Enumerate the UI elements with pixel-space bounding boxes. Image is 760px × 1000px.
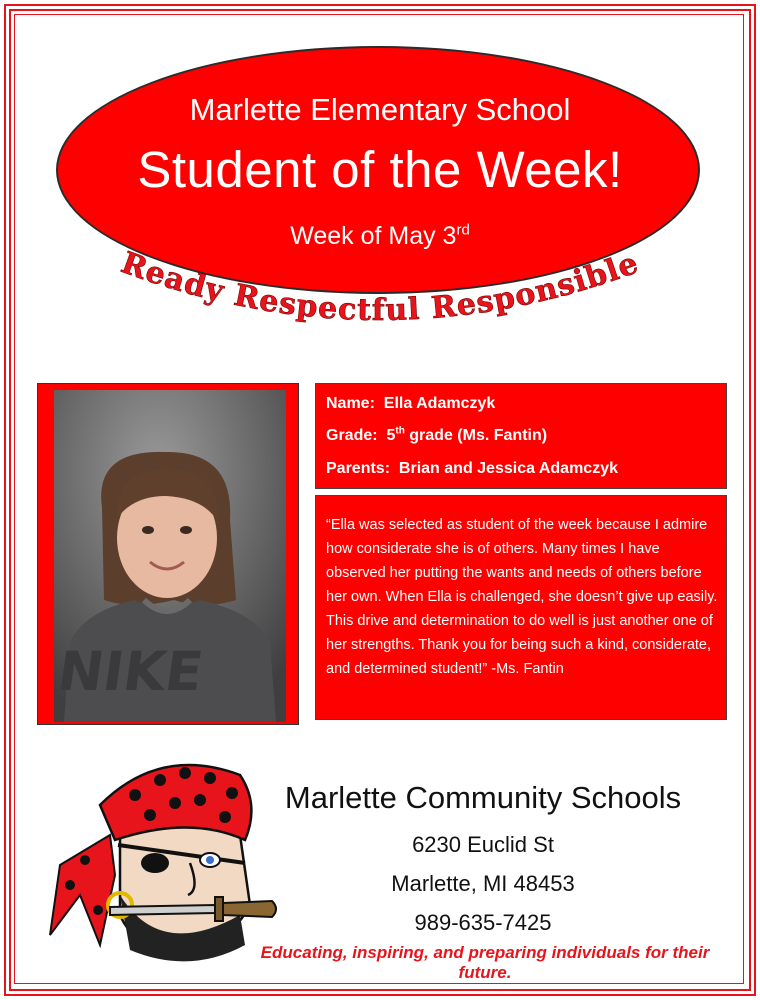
shirt-logo: NIKE	[54, 640, 207, 703]
grade-suffix: th	[395, 425, 405, 437]
address-street: 6230 Euclid St	[412, 832, 554, 857]
teacher-quote: “Ella was selected as student of the week because I admire how considerate she is of others. Many times I have observed her putting the wants and needs of others before her own. When Ella is challenged, she doesn’t give up easily. This drive and determination to do well is just another one of her strengths. Thank you for being such a kind, considerate, and determined student!” -Ms. Fantin	[326, 517, 718, 677]
teacher-quote-box	[315, 495, 727, 720]
name-row	[326, 395, 495, 413]
district-name: Marlette Community Schools	[284, 780, 682, 815]
school-name: Marlette Elementary School	[189, 92, 571, 127]
grade-row	[326, 427, 547, 445]
grade-number: 5	[386, 427, 396, 444]
address-city: Marlette, MI 48453	[391, 871, 575, 896]
page-title: Student of the Week!	[137, 141, 623, 198]
grade-teacher: grade (Ms. Fantin)	[409, 427, 548, 444]
motto-banner	[80, 230, 680, 340]
week-label: Week of May 3rd	[290, 221, 470, 250]
student-photo	[54, 390, 286, 722]
motto-text: Ready Respectful Responsible	[116, 245, 644, 329]
grade-label: Grade:	[326, 427, 378, 444]
student-info-box	[315, 383, 727, 489]
parents-label: Parents:	[326, 460, 391, 477]
tagline: Educating, inspiring, and preparing individuals for their future.	[260, 943, 710, 982]
parents-names: Brian and Jessica Adamczyk	[398, 460, 618, 477]
parents-row	[326, 460, 618, 478]
name-label: Name:	[326, 395, 375, 412]
photo-frame	[37, 383, 299, 725]
student-name: Ella Adamczyk	[383, 395, 496, 412]
phone-number: 989-635-7425	[414, 910, 552, 935]
svg-text:Ready Respectful Responsible	[117, 245, 644, 328]
